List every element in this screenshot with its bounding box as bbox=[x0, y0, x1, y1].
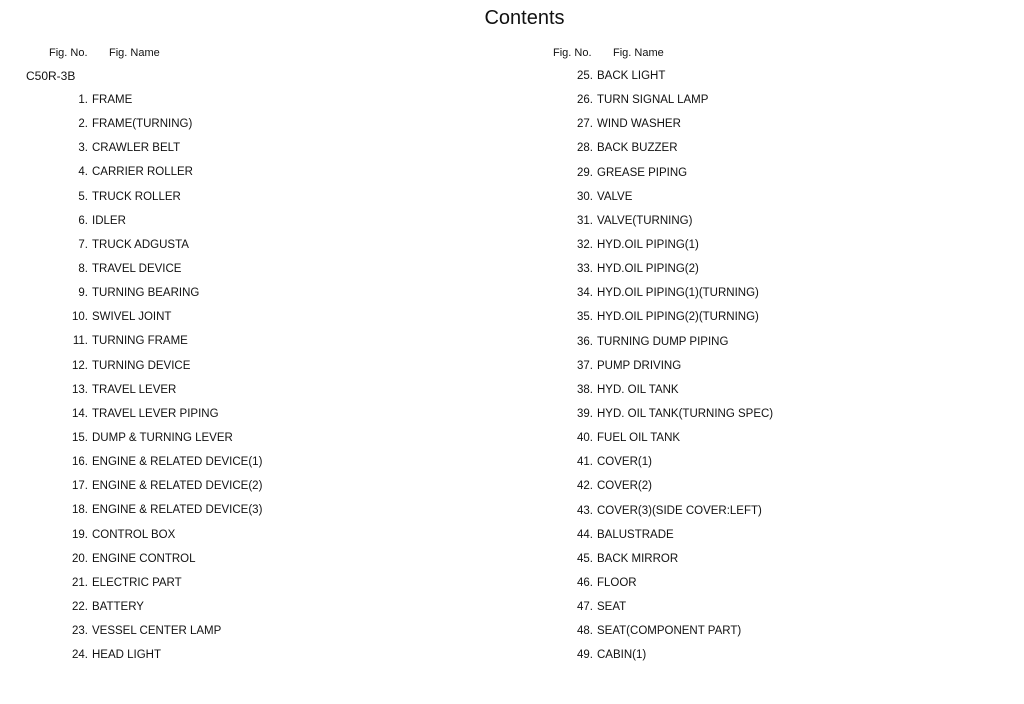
fig-name: ENGINE & RELATED DEVICE(1) bbox=[92, 456, 263, 469]
fig-number: 19. bbox=[72, 528, 88, 541]
fig-name: HYD.OIL PIPING(2) bbox=[597, 263, 699, 276]
fig-number: 16. bbox=[72, 456, 88, 469]
model-label: C50R-3B bbox=[26, 69, 76, 83]
page-title: Contents bbox=[484, 7, 565, 29]
fig-number: 21. bbox=[72, 576, 88, 589]
fig-name: WIND WASHER bbox=[597, 118, 681, 131]
fig-number: 45. bbox=[577, 552, 593, 565]
fig-number: 11. bbox=[72, 335, 88, 348]
fig-number: 13. bbox=[72, 383, 88, 396]
fig-number: 49. bbox=[577, 649, 593, 662]
fig-number: 30. bbox=[577, 190, 593, 203]
fig-number: 17. bbox=[72, 480, 88, 493]
fig-name: COVER(2) bbox=[597, 480, 652, 493]
fig-name-header: Fig. Name bbox=[109, 47, 160, 59]
fig-name: VALVE bbox=[597, 190, 633, 203]
fig-number: 20. bbox=[72, 552, 88, 565]
fig-name: SWIVEL JOINT bbox=[92, 311, 172, 324]
fig-number: 28. bbox=[577, 142, 593, 155]
fig-name: HYD. OIL TANK(TURNING SPEC) bbox=[597, 407, 774, 420]
fig-number: 14. bbox=[72, 407, 88, 420]
fig-name: COVER(3)(SIDE COVER:LEFT) bbox=[597, 504, 762, 517]
fig-name: CARRIER ROLLER bbox=[92, 166, 193, 179]
fig-number: 41. bbox=[577, 456, 593, 469]
fig-name: TRAVEL LEVER PIPING bbox=[92, 407, 219, 420]
fig-name: TURN SIGNAL LAMP bbox=[597, 94, 709, 107]
fig-name: GREASE PIPING bbox=[597, 166, 688, 179]
fig-number: 46. bbox=[577, 576, 593, 589]
fig-name: ENGINE & RELATED DEVICE(3) bbox=[92, 504, 263, 517]
fig-name: TRUCK ADGUSTA bbox=[92, 238, 189, 251]
fig-name: IDLER bbox=[92, 214, 126, 227]
fig-number: 43. bbox=[577, 504, 593, 517]
fig-name: DUMP & TURNING LEVER bbox=[92, 431, 233, 444]
fig-name: TURNING DUMP PIPING bbox=[597, 335, 729, 348]
fig-number: 35. bbox=[577, 311, 593, 324]
fig-no-header: Fig. No. bbox=[49, 47, 88, 59]
fig-name: SEAT bbox=[597, 601, 627, 614]
fig-name: HYD.OIL PIPING(1)(TURNING) bbox=[597, 287, 759, 300]
fig-number: 42. bbox=[577, 480, 593, 493]
fig-number: 4. bbox=[78, 166, 88, 179]
fig-number: 1. bbox=[78, 94, 88, 106]
fig-number: 36. bbox=[577, 335, 593, 348]
fig-number: 10. bbox=[72, 311, 88, 324]
fig-name: TRAVEL DEVICE bbox=[92, 262, 182, 275]
fig-number: 31. bbox=[577, 214, 593, 227]
fig-name: PUMP DRIVING bbox=[597, 359, 682, 372]
fig-name: ENGINE & RELATED DEVICE(2) bbox=[92, 480, 263, 493]
fig-name: TURNING DEVICE bbox=[92, 359, 191, 372]
fig-number: 39. bbox=[577, 407, 593, 420]
fig-name: TRAVEL LEVER bbox=[92, 383, 177, 396]
fig-name: TRUCK ROLLER bbox=[92, 190, 181, 203]
fig-number: 18. bbox=[72, 504, 88, 517]
fig-name: HEAD LIGHT bbox=[92, 649, 162, 662]
fig-number: 34. bbox=[577, 287, 593, 300]
fig-number: 29. bbox=[577, 166, 593, 179]
fig-number: 24. bbox=[72, 649, 88, 662]
fig-number: 47. bbox=[577, 601, 593, 614]
fig-number: 12. bbox=[72, 359, 88, 372]
fig-name: SEAT(COMPONENT PART) bbox=[597, 625, 742, 638]
fig-name: HYD. OIL TANK bbox=[597, 383, 679, 396]
fig-name: VALVE(TURNING) bbox=[597, 214, 693, 227]
fig-number: 9. bbox=[78, 287, 88, 300]
fig-name: TURNING BEARING bbox=[92, 287, 200, 300]
fig-name: FRAME bbox=[92, 94, 133, 106]
fig-number: 3. bbox=[78, 142, 88, 155]
fig-name: COVER(1) bbox=[597, 456, 652, 469]
fig-number: 40. bbox=[577, 432, 593, 445]
fig-number: 44. bbox=[577, 528, 593, 541]
fig-number: 22. bbox=[72, 600, 88, 613]
fig-name: BACK MIRROR bbox=[597, 552, 679, 565]
fig-number: 25. bbox=[577, 70, 593, 82]
fig-name: CONTROL BOX bbox=[92, 528, 176, 541]
fig-name: ENGINE CONTROL bbox=[92, 552, 196, 565]
fig-number: 23. bbox=[72, 625, 88, 638]
fig-number: 15. bbox=[72, 431, 88, 444]
fig-name: CABIN(1) bbox=[597, 649, 647, 662]
fig-number: 6. bbox=[78, 214, 88, 227]
fig-number: 7. bbox=[78, 238, 88, 251]
fig-number: 33. bbox=[577, 263, 593, 276]
fig-name: CRAWLER BELT bbox=[92, 142, 181, 155]
fig-number: 32. bbox=[577, 238, 593, 251]
fig-name: BACK BUZZER bbox=[597, 142, 678, 155]
fig-no-header: Fig. No. bbox=[553, 47, 592, 59]
fig-number: 38. bbox=[577, 383, 593, 396]
fig-number: 8. bbox=[78, 262, 88, 275]
fig-name: VESSEL CENTER LAMP bbox=[92, 625, 222, 638]
fig-name-header: Fig. Name bbox=[613, 47, 664, 59]
fig-number: 26. bbox=[577, 94, 593, 107]
fig-name: HYD.OIL PIPING(2)(TURNING) bbox=[597, 311, 759, 324]
fig-name: ELECTRIC PART bbox=[92, 576, 182, 589]
fig-name: BALUSTRADE bbox=[597, 528, 674, 541]
fig-number: 48. bbox=[577, 625, 593, 638]
fig-name: TURNING FRAME bbox=[92, 335, 188, 348]
fig-number: 37. bbox=[577, 359, 593, 372]
fig-number: 27. bbox=[577, 118, 593, 131]
fig-name: BACK LIGHT bbox=[597, 70, 666, 82]
fig-name: FLOOR bbox=[597, 576, 637, 589]
fig-number: 5. bbox=[78, 190, 88, 203]
fig-name: HYD.OIL PIPING(1) bbox=[597, 238, 699, 251]
fig-name: FUEL OIL TANK bbox=[597, 432, 681, 445]
fig-name: BATTERY bbox=[92, 600, 144, 613]
fig-name: FRAME(TURNING) bbox=[92, 118, 193, 131]
fig-number: 2. bbox=[78, 118, 88, 131]
